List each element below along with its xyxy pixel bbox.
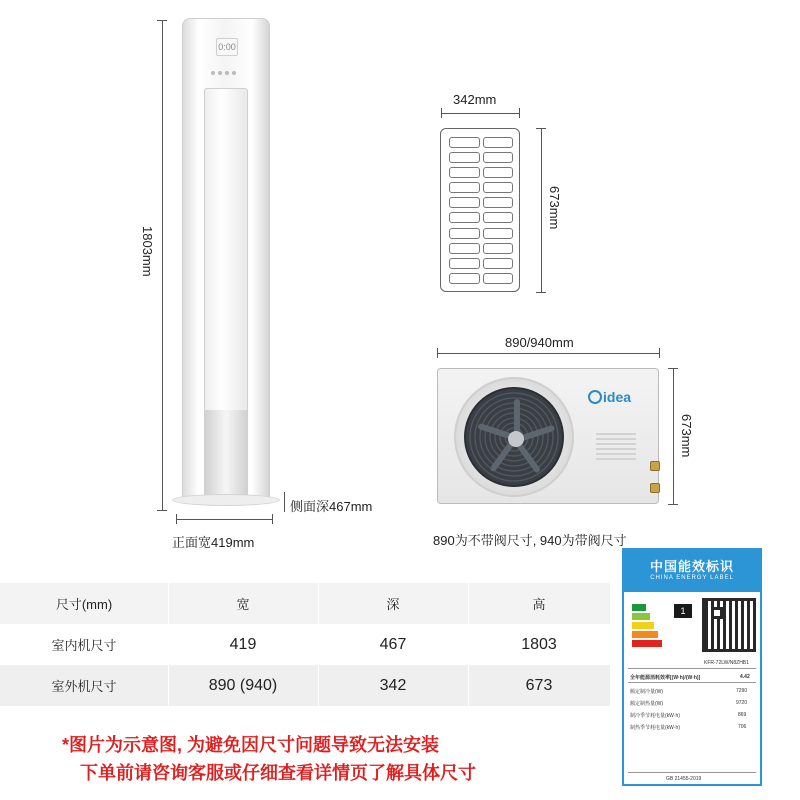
table-header-cell: 宽	[236, 597, 250, 612]
energy-spec-label: 额定制热量(W)	[630, 701, 664, 707]
indoor-base	[172, 494, 280, 506]
energy-model: KFR-72LW/N8ZHB1	[704, 660, 749, 666]
grade-bar	[632, 631, 658, 638]
table-divider	[318, 583, 319, 706]
energy-spec-label: 额定制冷量(W)	[630, 689, 664, 695]
table-row-label: 室内机尺寸	[51, 638, 117, 653]
valve-icon	[650, 461, 660, 471]
table-cell: 1803	[521, 635, 557, 653]
energy-spec-value: 9720	[736, 700, 748, 706]
outdoor-side-fins	[449, 137, 513, 285]
grade-bar	[632, 604, 646, 611]
dim-tick	[272, 514, 273, 524]
outdoor-side-height-line	[541, 128, 542, 292]
table-cell: 890 (940)	[208, 676, 278, 694]
qr-code-icon	[702, 598, 756, 652]
fan-housing	[454, 377, 574, 497]
table-cell: 467	[379, 635, 407, 653]
dim-tick	[157, 510, 167, 511]
fan-grill	[464, 387, 564, 487]
outdoor-width-line	[437, 353, 659, 354]
dim-tick	[519, 108, 520, 118]
energy-label-title: 中国能效标识	[649, 559, 734, 574]
outdoor-side-height-label: 673mm	[547, 186, 562, 230]
energy-label-subtitle: CHINA ENERGY LABEL	[650, 575, 734, 581]
table-row-label: 室外机尺寸	[51, 679, 117, 694]
energy-grade-bars	[632, 604, 662, 649]
brand-logo-text: idea	[603, 389, 632, 405]
indoor-display: 0:00	[216, 38, 238, 56]
outdoor-side-width-line	[441, 113, 519, 114]
valve-icon	[650, 483, 660, 493]
energy-efficiency-label: 全年能源消耗效率[(W·h)/(W·h)]	[630, 675, 701, 681]
outdoor-height-line	[673, 368, 674, 504]
table-header-cell: 尺寸(mm)	[55, 597, 113, 612]
dim-tick	[659, 348, 660, 358]
table-cell: 419	[229, 635, 257, 653]
indoor-width-line	[176, 519, 272, 520]
brand-logo	[588, 389, 631, 405]
table-header-row	[0, 583, 610, 624]
outdoor-height-label: 673mm	[679, 414, 694, 458]
indoor-lower-panel	[204, 410, 248, 496]
indoor-depth-line	[284, 492, 285, 512]
table-cell: 673	[525, 676, 553, 694]
table-header-cell: 高	[532, 597, 546, 612]
dim-tick	[668, 504, 678, 505]
energy-spec-value: 7290	[736, 688, 748, 694]
energy-spec-value: 706	[738, 724, 747, 730]
indoor-height-line	[162, 20, 163, 510]
energy-label	[622, 548, 762, 786]
outdoor-unit-image	[437, 368, 659, 504]
dim-tick	[536, 292, 546, 293]
energy-spec-label: 制冷季节耗电量(kW·h)	[630, 713, 680, 719]
energy-divider	[628, 668, 756, 669]
outdoor-note: 890为不带阀尺寸, 940为带阀尺寸	[433, 533, 627, 548]
indoor-controls	[211, 62, 243, 68]
table-divider	[168, 583, 169, 706]
dimension-table	[0, 583, 610, 706]
energy-standard: GB 21455-2019	[666, 776, 702, 782]
outdoor-width-label: 890/940mm	[505, 335, 574, 350]
energy-spec-label: 制热季节耗电量(kW·h)	[630, 725, 680, 731]
brand-logo-mark	[588, 390, 602, 404]
grade-bar	[632, 613, 650, 620]
indoor-height-label: 1803mm	[140, 226, 155, 277]
table-row	[0, 665, 610, 706]
indoor-front-panel	[204, 88, 248, 418]
qr-finder-icon	[711, 607, 723, 619]
indoor-depth-label: 侧面深467mm	[290, 499, 373, 514]
energy-divider	[628, 682, 756, 683]
outdoor-side-view	[440, 128, 520, 292]
energy-grade-indicator: 1	[674, 604, 692, 618]
grade-bar	[632, 640, 662, 647]
table-header-cell: 深	[386, 597, 400, 612]
table-row	[0, 624, 610, 665]
table-cell: 342	[379, 676, 407, 694]
notice-line-1: *图片为示意图, 为避免因尺寸问题导致无法安装	[62, 735, 440, 755]
energy-spec-value: 869	[738, 712, 747, 718]
outdoor-side-width-label: 342mm	[453, 92, 497, 107]
fan-hub	[508, 431, 524, 447]
grade-bar	[632, 622, 654, 629]
indoor-unit-image	[178, 18, 274, 506]
energy-efficiency-value: 4.42	[740, 674, 750, 680]
table-divider	[468, 583, 469, 706]
energy-divider	[628, 772, 756, 773]
notice-line-2: 下单前请咨询客服或仔细查看详情页了解具体尺寸	[80, 763, 476, 783]
outdoor-side-vent	[596, 433, 636, 463]
indoor-width-label: 正面宽419mm	[172, 535, 255, 550]
energy-label-header	[624, 550, 760, 592]
